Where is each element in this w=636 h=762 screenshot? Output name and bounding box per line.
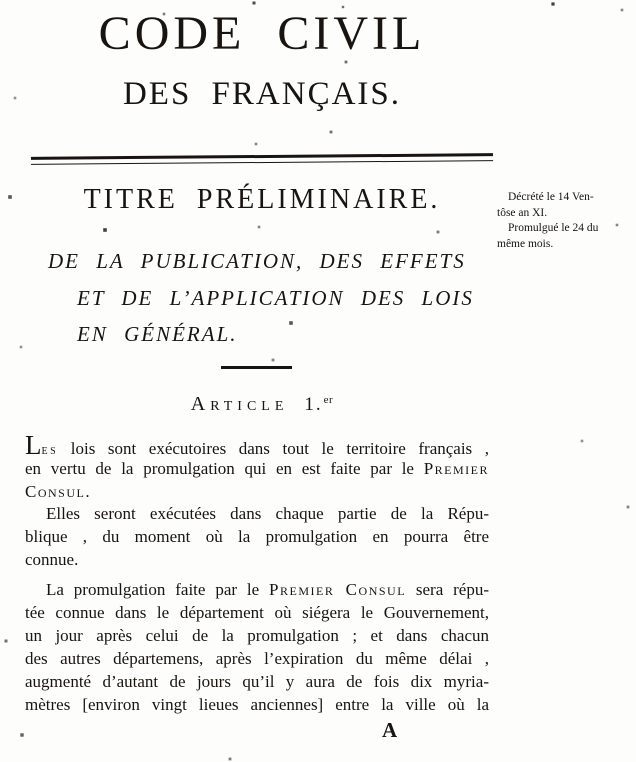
margin-note-line: même mois. — [497, 237, 554, 250]
body-text-run: lois sont exécutoires dans tout le territoire français , — [58, 439, 489, 458]
body-line: mètres [environ vingt lieues anciennes] entre la ville où la — [25, 695, 489, 714]
body-line — [25, 480, 489, 503]
margin-note-line: Décrété le 14 Ven- — [508, 191, 594, 203]
small-caps-run: es — [41, 442, 59, 458]
small-caps-run: Premier — [423, 459, 489, 478]
margin-note — [497, 190, 635, 252]
article-number: 1. — [304, 394, 323, 415]
double-rule-divider — [31, 153, 493, 165]
body-line — [25, 457, 489, 480]
article-ordinal: er — [323, 394, 334, 406]
drop-cap-initial: L — [25, 430, 42, 460]
article-heading — [30, 393, 494, 416]
small-caps-run: Consul — [25, 482, 86, 501]
margin-note-line: Promulgué le 24 du — [508, 222, 599, 234]
title-subtitle-line: ET DE L’APPLICATION DES LOIS — [77, 286, 474, 310]
paragraph-article1-3 — [25, 578, 489, 716]
paragraph-article1-2 — [25, 502, 489, 571]
small-caps-run: Premier Consul — [269, 580, 407, 599]
section-heading: TITRE PRÉLIMINAIRE. — [83, 184, 441, 215]
book-title: CODE CIVIL — [98, 7, 426, 60]
body-line: connue. — [25, 550, 79, 569]
paragraph-article1-1 — [25, 430, 489, 503]
signature-mark: A — [382, 718, 398, 742]
article-label: Article — [190, 393, 289, 415]
body-text-run: . — [85, 482, 90, 501]
book-subtitle: DES FRANÇAIS. — [122, 76, 402, 112]
article-divider-rule — [221, 366, 292, 369]
body-line: Elles seront exécutées dans chaque partie de la Répu- — [46, 504, 489, 523]
body-text-run: en vertu de la promulgation qui en est faite par le — [25, 459, 424, 478]
body-line — [25, 430, 489, 460]
title-subtitle-line: EN GÉNÉRAL. — [77, 322, 238, 346]
margin-note-line: tôse an XI. — [497, 206, 548, 219]
body-line: tée connue dans le département où siégera le Gouvernement, — [25, 603, 489, 622]
body-line: des autres départemens, après l’expiration du même délai , — [25, 649, 489, 668]
body-text-run: sera répu- — [406, 580, 489, 599]
body-line — [25, 578, 489, 601]
body-text-run: La promulgation faite par le — [46, 580, 270, 599]
body-line: augmenté d’autant de jours qu’il y aura de fois dix myria- — [25, 672, 489, 691]
title-subtitle-line: DE LA PUBLICATION, DES EFFETS — [48, 249, 466, 273]
body-line: blique , du moment où la promulgation en pourra être — [25, 527, 489, 546]
scan-noise-speckles — [0, 0, 2, 2]
body-line: un jour après celui de la promulgation ; et dans chacun — [25, 626, 489, 645]
